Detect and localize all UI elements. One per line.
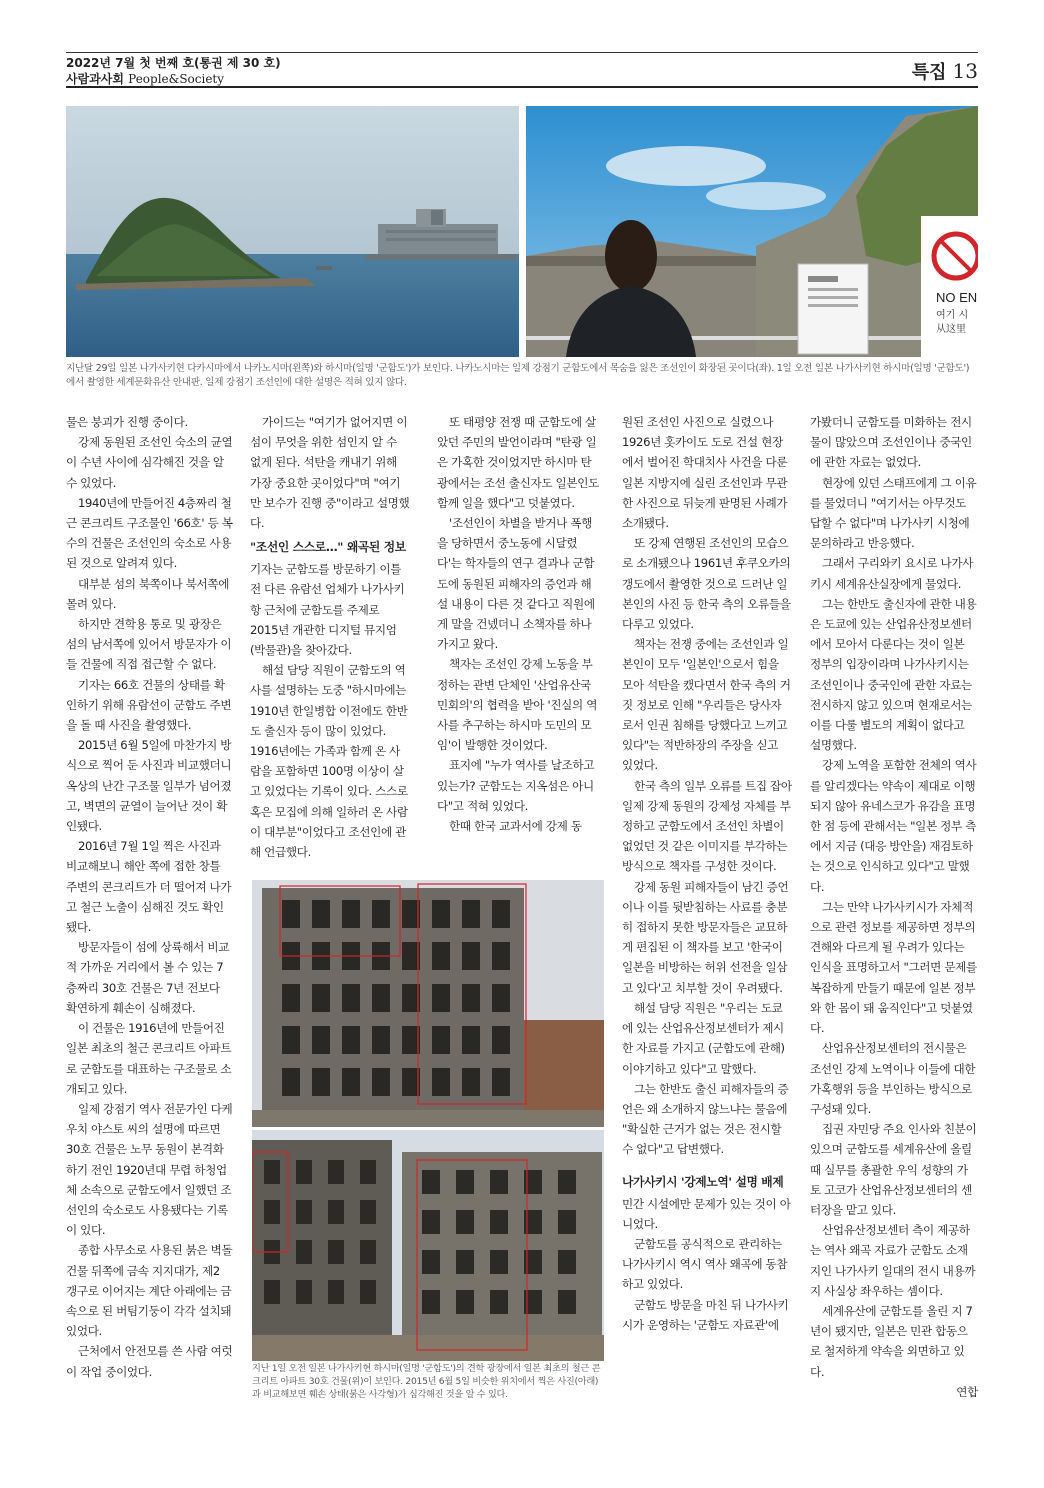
col5-paragraph: 가봤더니 군함도를 미화하는 전시물이 많았으며 조선인이나 중국인에 관한 자료는 없었다. xyxy=(810,415,972,470)
building-2015-illustration xyxy=(252,1130,604,1361)
building-photo-caption: 지난 1일 오전 일본 나가사키현 하시마(일명 '군함도')의 견학 광장에서 일본 최초의 철근 콘크리트 아파트 30호 건물(위)이 보인다. 2015년 6월 5일 비슷한 위치에서 찍은 사진(아래)과 비교해보면 훼손 상태(붉은 사각형)가 심각해진 것을 알 수 있다. xyxy=(252,1363,601,1400)
header-rule xyxy=(66,86,978,88)
col5-paragraph: 집권 자민당 주요 인사와 친분이 있으며 군함도를 세계유산에 올릴 때 실무를 총괄한 우익 성향의 가토 고코가 산업유산정보센터의 센터장을 맡고 있다. xyxy=(810,1122,977,1217)
col5-paragraph: 그래서 구리와키 요시로 나가사키시 세계유산실장에게 물었다. xyxy=(810,556,974,591)
col1-paragraph: 2016년 7월 1일 찍은 사진과 비교해보니 해안 쪽에 접한 창틀 주변의 콘크리트가 더 떨어져 나가고 철근 노출이 심해진 것도 확인됐다. xyxy=(66,839,232,935)
col1-paragraph: 하지만 견학용 통로 및 광장은 섬의 남서쪽에 있어서 방문자가 이들 건물에 직접 접근할 수 없다. xyxy=(66,617,232,672)
col4-paragraph: 그는 한반도 출신 피해자들의 증언은 왜 소개하지 않느냐는 물음에 "확실한 근거가 없는 것은 전시할 수 없다"고 답변했다. xyxy=(622,1081,789,1157)
sign-text-line1: NO EN xyxy=(936,290,978,305)
article-column-1 xyxy=(66,412,233,1382)
col1-paragraph: 근처에서 안전모를 쓴 사람 여럿이 작업 중이었다. xyxy=(66,1344,233,1379)
header-top-rule xyxy=(66,52,978,53)
photo-building-30-2022 xyxy=(252,880,604,1127)
col1-paragraph: 강제 동원된 조선인 숙소의 균열이 수년 사이에 심각해진 것을 알 수 있었다. xyxy=(66,435,233,490)
page-number: 13 xyxy=(952,59,978,83)
col1-paragraph: 종합 사무소로 사용된 붉은 벽돌 건물 뒤쪽에 금속 지지대가, 제2 갱구로 이어지는 계단 아래에는 금속으로 된 버팀기둥이 각각 설치돼 있었다. xyxy=(66,1243,233,1339)
photo-heritage-sign xyxy=(526,106,978,357)
col4-paragraph: 군함도 방문을 마친 뒤 나가사키시가 운영하는 '군함도 자료관'에 xyxy=(622,1297,789,1332)
col4-paragraph: 해설 담당 직원은 "우리는 도쿄에 있는 산업유산정보센터가 제시한 자료를 가지고 (군함도에 관해) 이야기하고 있다"고 말했다. xyxy=(622,1000,785,1076)
publication-name-en: People&Society xyxy=(128,72,225,86)
col1-paragraph: 1940년에 만들어진 4층짜리 철근 콘크리트 구조물인 '66호' 등 복수의 건물은 조선인의 숙소로 사용된 것으로 알려져 있다. xyxy=(66,495,233,571)
article-column-5 xyxy=(810,412,978,1402)
col1-paragraph: 방문자들이 섬에 상륙해서 비교적 가까운 거리에서 볼 수 있는 7층짜리 30호 건물은 7년 전보다 확연하게 훼손이 심해졌다. xyxy=(66,940,230,1015)
col4-paragraph: 강제 동원 피해자들이 남긴 증언이나 이를 뒷받침하는 사료를 충분히 접하지 못한 방문자들은 교묘하게 편집된 이 책자를 보고 '한국이 일본을 비방하는 허위 선전을 일삼고 있다'고 치부할 것이 우려됐다. xyxy=(622,879,789,995)
col4-paragraph: 또 강제 연행된 조선인의 모습으로 소개됐으나 1961년 후쿠오카의 갱도에서 촬영한 것으로 드러난 일본인의 사진 등 한국 측의 오류들을 다루고 있었다. xyxy=(622,536,791,632)
col4-paragraph: 민간 시설에만 문제가 있는 것이 아니었다. xyxy=(622,1196,791,1231)
col1-paragraph: 2015년 6월 5일에 마찬가지 방식으로 찍어 둔 사진과 비교했더니 옥상의 난간 구조물 일부가 넘어졌고, 벽면의 균열이 늘어난 것이 확인됐다. xyxy=(66,738,232,834)
col4-paragraph: 책자는 전쟁 중에는 조선인과 일본인이 모두 '일본인'으로서 힘을 모아 석탄을 캤다면서 한국 측의 거짓 정보로 인해 "우리들은 당사자로서 인권 침해를 당했다고 느끼고 있다"는 적반하장의 주장을 싣고 있었다. xyxy=(622,637,791,773)
col2-paragraph: 해설 담당 직원이 군함도의 역사를 설명하는 도중 "하시마에는 1910년 한일병합 이전에도 한반도 출신자 등이 많이 있었다. 1916년에는 가족과 함께 온 사람을 포함하면 100명 이상이 살고 있었다는 기록이 있다. 스스로 혹은 모집에 의해 일하러 온 사람이 대부분"이었다고 조선인에 관해 언급했다. xyxy=(250,663,408,860)
col1-paragraph: 물은 붕괴가 진행 중이다. xyxy=(66,415,188,429)
col5-paragraph: 강제 노역을 포함한 전체의 역사를 알리겠다는 약속이 제대로 이행되지 않아 유네스코가 유감을 표명한 점 등에 관해서는 "일본 정부 측에서 지금 (대응 방안을) 재검토하는 것으로 인식하고 있다"고 말했다. xyxy=(810,758,977,894)
top-photo-caption: 지난달 29일 일본 나가사키현 다카시마에서 나카노시마(왼쪽)와 하시마(일명 '군함도')가 보인다. 나카노시마는 일제 강점기 군함도에서 목숨을 잃은 조선인이 화장된 곳이다(좌). 1일 오전 일본 나가사키현 하시마(일명 '군함도')에서 촬영한 세계문화유산 안내판. 일제 강점기 조선인에 대한 설명은 적혀 있지 않다. xyxy=(66,363,970,388)
issue-line: 2022년 7월 첫 번째 호(통권 제 30 호) xyxy=(66,56,281,70)
publication-name-ko: 사람과사회 xyxy=(66,72,124,86)
sign-text-line3: 从这里 xyxy=(936,324,966,335)
col3-paragraph: 표지에 "누가 역사를 날조하고 있는가? 군함도는 지옥섬은 아니다"고 적혀 있었다. xyxy=(437,758,595,813)
col4-paragraph: 원된 조선인 사진으로 실렸으나 1926년 홋카이도 도로 건설 현장에서 벌어진 학대치사 사건을 다룬 일본 지방지에 실린 조선인과 무관한 사진으로 뒤늦게 판명된 사례가 소개됐다. xyxy=(622,415,788,531)
section-label xyxy=(912,58,978,84)
sign-text-line2: 여기 시 xyxy=(936,310,969,321)
article-column-4 xyxy=(622,412,792,1335)
subheading-nagasaki-city: 나가사키시 '강제노역' 설명 배제 xyxy=(622,1174,784,1189)
col5-paragraph: 산업유산정보센터 측이 제공하는 역사 왜곡 자료가 군함도 소재지인 나가사키 일대의 전시 내용까지 사실상 좌우하는 셈이다. xyxy=(810,1223,976,1298)
col1-paragraph: 대부분 섬의 북쪽이나 북서쪽에 몰려 있다. xyxy=(66,576,230,611)
col1-paragraph: 기자는 66호 건물의 상태를 확인하기 위해 유람선이 군함도 주변을 돌 때 사진을 촬영했다. xyxy=(66,677,232,733)
col2-paragraph: 가이드는 "여기가 없어지면 이 섬이 무엇을 위한 섬인지 알 수 없게 된다. 석탄을 캐내기 위해 가장 중요한 곳이었다"며 "여기만 보수가 진행 중"이라고 설명했다. xyxy=(250,415,410,531)
col4-paragraph: 한국 측의 일부 오류를 트집 잡아 일제 강제 동원의 강제성 자체를 부정하고 군함도에서 조선인 차별이 없었던 것 같은 이미지를 부각하는 방식으로 책자를 구성한 것이다. xyxy=(622,778,792,874)
publication-name xyxy=(66,70,224,87)
article-column-3 xyxy=(437,412,600,836)
subheading-distorted-info: "조선인 스스로…" 왜곡된 정보 xyxy=(250,540,406,555)
photo-islands xyxy=(66,106,519,357)
col3-paragraph: '조선인이 차별을 받거나 폭행을 당하면서 중노동에 시달렸다'는 학자들의 연구 결과나 군함도에 동원된 피해자의 증언과 해설 내용이 다른 것 같다고 직원에게 말을 건넸더니 소책자를 하나 가지고 왔다. xyxy=(437,516,595,652)
photo-building-30-2015 xyxy=(252,1130,604,1361)
col1-paragraph: 일제 강점기 역사 전문가인 다케우치 야스토 씨의 설명에 따르면 30호 건물은 노무 동원이 본격화하기 전인 1920년대 무렵 하청업체 소속으로 군함도에서 일했던 조선인의 숙소로도 사용됐다는 기록이 있다. xyxy=(66,1101,233,1238)
col3-paragraph: 책자는 조선인 강제 노동을 부정하는 관변 단체인 '산업유산국민회의'의 협력을 받아 '진실의 역사를 추구하는 하시마 도민의 모임'이 발행한 것이었다. xyxy=(437,657,598,753)
col1-paragraph: 이 건물은 1916년에 만들어진 일본 최초의 철근 콘크리트 아파트로 군함도를 대표하는 구조물로 소개되고 있다. xyxy=(66,1021,232,1096)
building-2022-illustration xyxy=(252,880,604,1127)
section-name: 특집 xyxy=(911,62,947,83)
col5-paragraph: 세계유산에 군함도를 올린 지 7년이 됐지만, 일본은 민관 합동으로 철저하게 약속을 외면하고 있다. xyxy=(810,1303,973,1379)
article-column-2 xyxy=(250,412,410,862)
col3-paragraph: 한때 한국 교과서에 강제 동 xyxy=(449,819,582,834)
news-agency-credit: 연합 xyxy=(956,1384,978,1399)
islands-illustration xyxy=(66,106,519,357)
col4-paragraph: 군함도를 공식적으로 관리하는 나가사키시 역시 역사 왜곡에 동참하고 있었다. xyxy=(622,1236,788,1292)
col5-paragraph: 그는 한반도 출신자에 관한 내용은 도쿄에 있는 산업유산정보센터에서 모아서 다룬다는 것이 일본 정부의 입장이라며 나가사키시는 조선인이나 중국인에 관한 자료는 전시하지 않고 있으며 현재로서는 이를 다룰 별도의 계획이 없다고 설명했다. xyxy=(810,596,977,753)
col5-paragraph: 산업유산정보센터의 전시물은 조선인 강제 노역이나 이들에 대한 가혹행위 등을 부인하는 방식으로 구성돼 있다. xyxy=(810,1041,976,1116)
col3-paragraph: 또 태평양 전쟁 때 군함도에 살았던 주민의 발언이라며 "탄광 일은 가혹한 것이었지만 하시마 탄광에서는 조선 출신자도 일본인도 함께 일을 했다"고 덧붙였다. xyxy=(437,415,599,510)
heritage-sign-illustration xyxy=(526,106,978,357)
col2-paragraph: 기자는 군함도를 방문하기 이틀 전 다른 유람선 업체가 나가사키항 근처에 군함도를 주제로 2015년 개관한 디지털 뮤지엄(박물관)을 찾아갔다. xyxy=(250,562,405,658)
col5-paragraph: 그는 만약 나가사키시가 자체적으로 관련 정보를 제공하면 정부의 견해와 다르게 될 우려가 있다는 인식을 표명하고서 "그러면 문제를 복잡하게 만들기 때문에 일본 정부와 한 몸이 돼 움직인다"고 덧붙였다. xyxy=(810,899,977,1036)
col5-paragraph: 현장에 있던 스태프에게 그 이유를 물었더니 "여기서는 아무것도 답할 수 없다"며 나가사키 시청에 문의하라고 반응했다. xyxy=(810,475,977,551)
